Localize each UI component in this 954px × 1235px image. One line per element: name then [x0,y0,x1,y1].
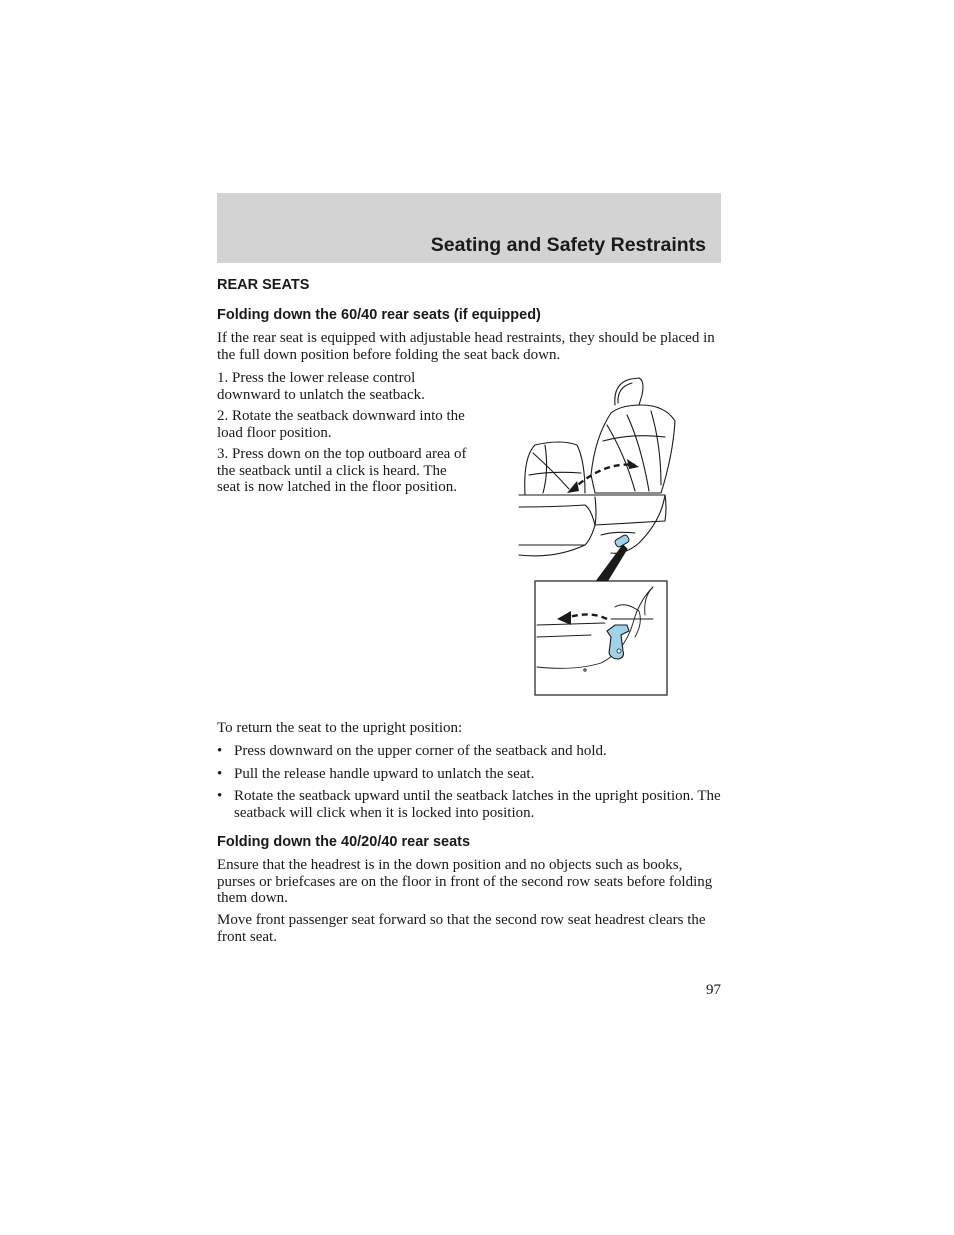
subsection-heading-40-20-40: Folding down the 40/20/40 rear seats [217,834,471,850]
detail-box [535,581,667,695]
bullet-text: Rotate the seatback upward until the seatback latches in the upright position. The seatback will click when it is locked into position. [234,788,721,821]
bullet-marker: • [217,743,223,759]
bullet-marker: • [217,788,223,804]
list-item [217,788,721,821]
paragraph-front-seat: Move front passenger seat forward so that the second row seat headrest clears the front seat. [217,912,706,945]
release-handle-icon [614,534,630,548]
headrest-shape [615,378,643,405]
step-1: 1. Press the lower release control downward to unlatch the seatback. [217,370,425,403]
subsection-heading-60-40: Folding down the 60/40 rear seats (if equipped) [217,307,541,323]
return-steps-list [217,743,721,827]
page-number: 97 [706,982,721,998]
rotation-arrow-icon [571,465,635,491]
step-2: 2. Rotate the seatback downward into the load floor position. [217,408,465,441]
seatback-upright [591,405,675,493]
bullet-text: Pull the release handle upward to unlatch the seat. [234,765,535,782]
paragraph-headrest: Ensure that the headrest is in the down position and no objects such as books, purses or briefcases are on the floor in front of the second row seats before folding them down. [217,857,713,906]
return-intro: To return the seat to the upright position: [217,720,463,736]
bullet-marker: • [217,765,223,782]
header-band [217,193,721,263]
list-item [217,743,721,760]
page-title: Seating and Safety Restraints [430,234,706,256]
rear-seat-fold-diagram [515,375,685,700]
section-heading: REAR SEATS [217,277,310,293]
intro-paragraph: If the rear seat is equipped with adjustable head restraints, they should be placed in the full down position before folding the seat back down. [217,330,715,363]
step-3: 3. Press down on the top outboard area of the seatback until a click is heard. The seat is now latched in the floor position. [217,446,467,495]
bullet-text: Press downward on the upper corner of the seatback and hold. [234,743,607,759]
list-item [217,766,721,783]
